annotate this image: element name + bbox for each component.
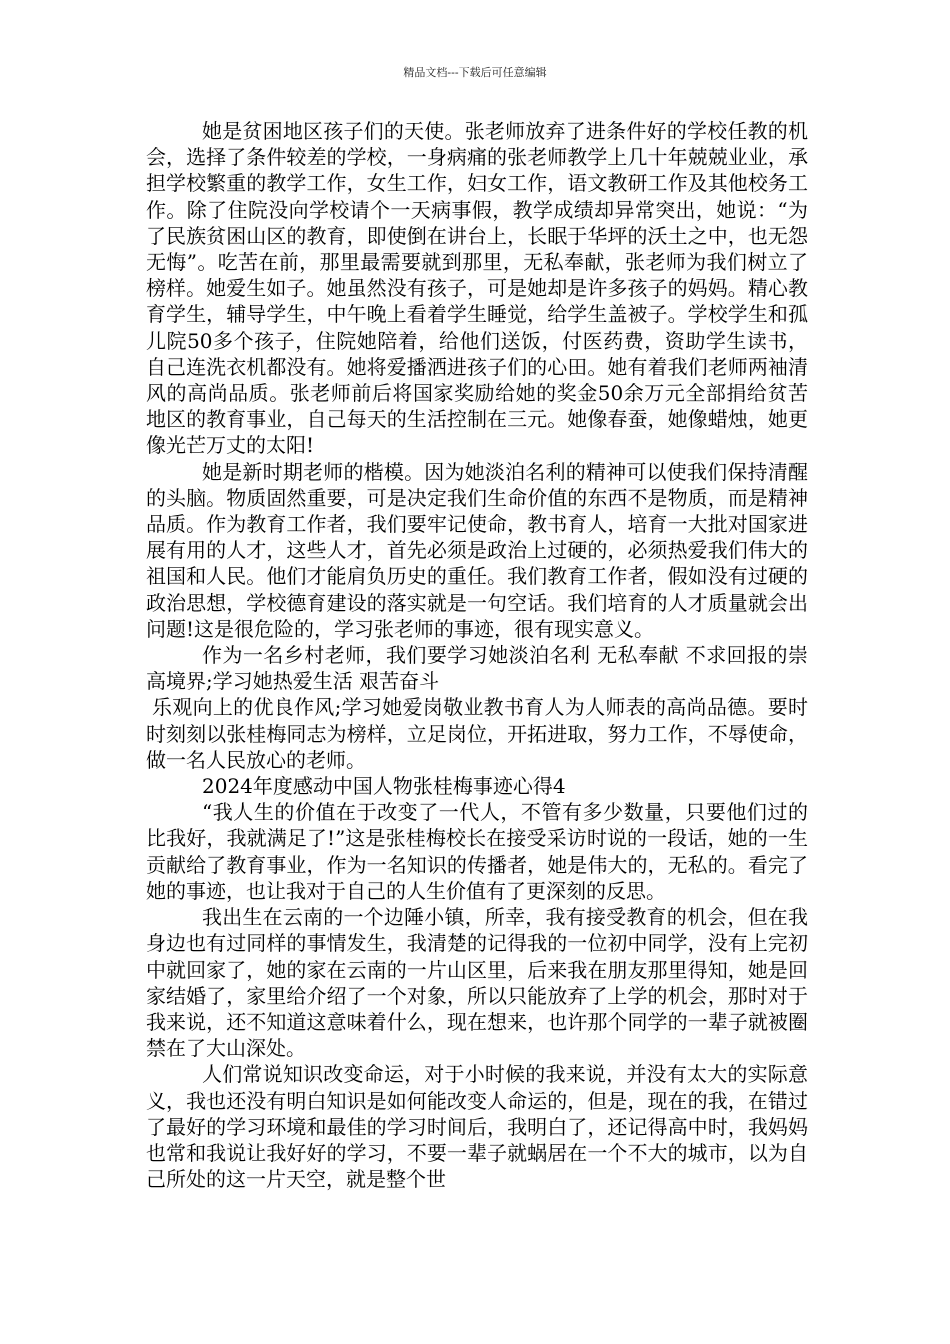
paragraph-3: 作为一名乡村老师，我们要学习她淡泊名利 无私奉献 不求回报的崇高境界;学习她热爱生活 艰苦奋斗 xyxy=(146,643,808,694)
page-header: 精品文档---下载后可任意编辑 xyxy=(403,66,547,79)
paragraph-4: 乐观向上的优良作风;学习她爱岗敬业教书育人为人师表的高尚品德。要时时刻刻以张桂梅同志为榜样，立足岗位，开拓进取，努力工作，不辱使命，做一名人民放心的老师。 xyxy=(146,695,808,772)
section-heading: 2024年度感动中国人物张桂梅事迹心得4 xyxy=(202,774,566,799)
paragraph-1: 她是贫困地区孩子们的天使。张老师放弃了进条件好的学校任教的机会，选择了条件较差的学校，一身病痛的张老师教学上几十年兢兢业业，承担学校繁重的教学工作，女生工作，妇女工作，语文教研工作及其他校务工作。除了住院没向学校请个一天病事假，教学成绩却异常突出，她说：“为了民族贫困山区的教育，即使倒在讲台上，长眠于华坪的沃土之中，也无怨无悔”。吃苦在前，那里最需要就到那里，无私奉献，张老师为我们树立了榜样。她爱生如子。她虽然没有孩子，可是她却是许多孩子的妈妈。精心教育学生，辅导学生，中午晚上看着学生睡觉，给学生盖被子。学校学生和孤儿院50多个孩子，住院她陪着，给他们送饭，付医药费，资助学生读书，自己连洗衣机都没有。她将爱播洒进孩子们的心田。她有着我们老师两袖清风的高尚品质。张老师前后将国家奖励给她的奖金50余万元全部捐给贫苦地区的教育事业，自己每天的生活控制在三元。她像春蚕，她像蜡烛，她更像光芒万丈的太阳! xyxy=(146,119,808,458)
paragraph-5: “我人生的价值在于改变了一代人，不管有多少数量，只要他们过的比我好，我就满足了!”这是张桂梅校长在接受采访时说的一段话，她的一生贡献给了教育事业，作为一名知识的传播者，她是伟大的，无私的。看完了她的事迹，也让我对于自己的人生价值有了更深刻的反思。 xyxy=(146,800,808,903)
paragraph-6: 我出生在云南的一个边陲小镇，所幸，我有接受教育的机会，但在我身边也有过同样的事情发生，我清楚的记得我的一位初中同学，没有上完初中就回家了，她的家在云南的一片山区里，后来我在朋友那里得知，她是回家结婚了，家里给介绍了一个对象，所以只能放弃了上学的机会，那时对于我来说，还不知道这意味着什么，现在想来，也许那个同学的一辈子就被圈禁在了大山深处。 xyxy=(146,905,808,1061)
paragraph-2: 她是新时期老师的楷模。因为她淡泊名利的精神可以使我们保持清醒的头脑。物质固然重要，可是决定我们生命价值的东西不是物质，而是精神品质。作为教育工作者，我们要牢记使命，教书育人，培育一大批对国家进展有用的人才，这些人才，首先必须是政治上过硬的，必须热爱我们伟大的祖国和人民。他们才能肩负历史的重任。我们教育工作者，假如没有过硬的政治思想，学校德育建设的落实就是一句空话。我们培育的人才质量就会出问题!这是很危险的，学习张老师的事迹，很有现实意义。 xyxy=(146,459,808,641)
paragraph-7: 人们常说知识改变命运，对于小时候的我来说，并没有太大的实际意义，我也还没有明白知识是如何能改变人命运的，但是，现在的我，在错过了最好的学习环境和最佳的学习时间后，我明白了，还记得高中时，我妈妈也常和我说让我好好的学习，不要一辈子就蜗居在一个不大的城市，以为自己所处的这一片天空，就是整个世 xyxy=(146,1062,808,1192)
document-body xyxy=(146,118,808,1192)
